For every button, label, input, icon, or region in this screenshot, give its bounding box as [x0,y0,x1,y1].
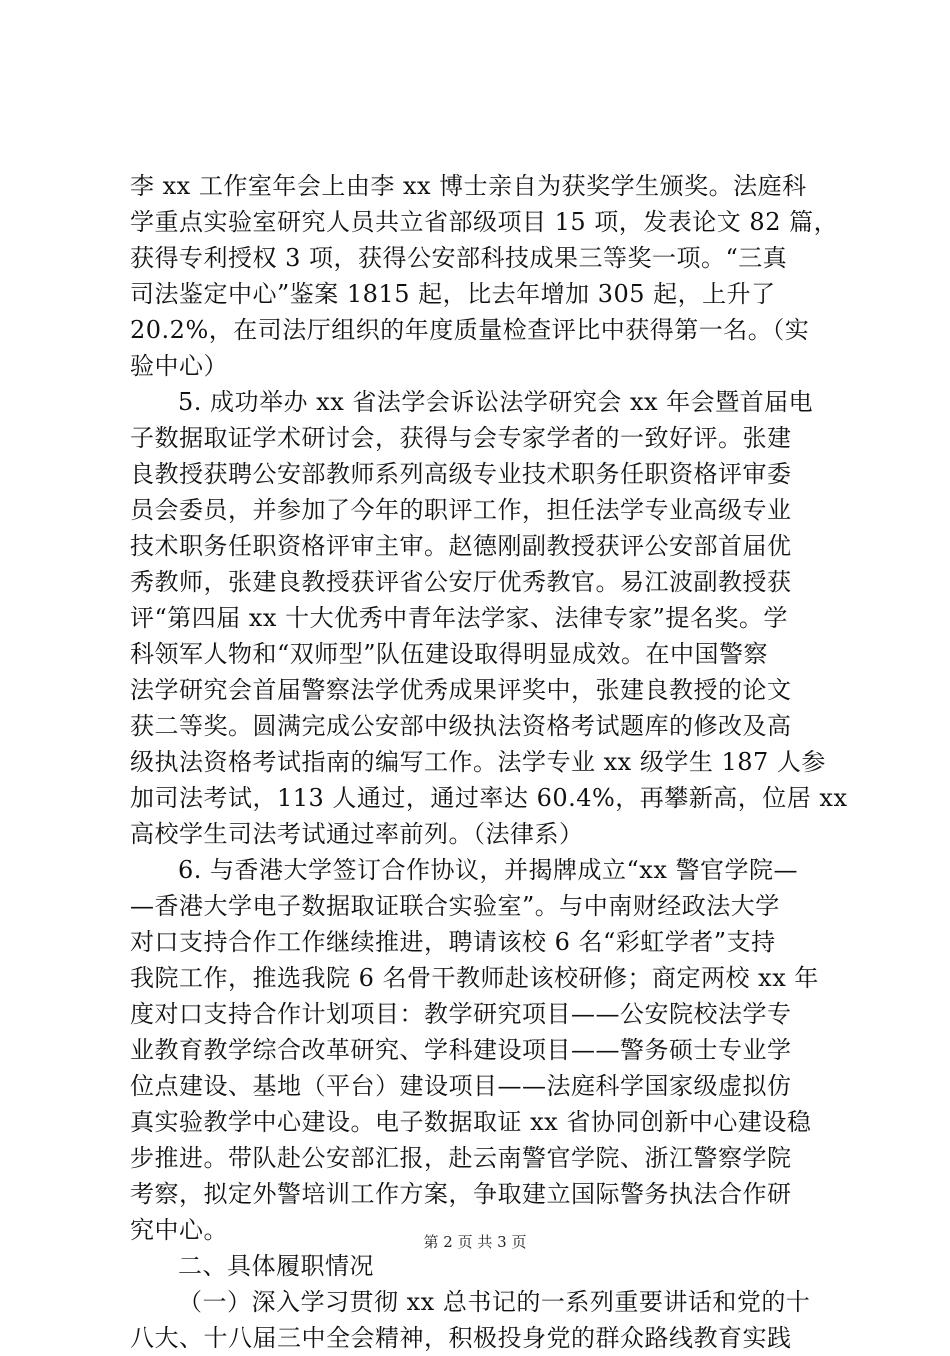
text-line: 业教育教学综合改革研究、学科建设项目——警务硕士专业学 [130,1036,792,1064]
text-line: 子数据取证学术研讨会，获得与会专家学者的一致好评。张建 [130,424,792,452]
text-line: 加司法考试，113 人通过，通过率达 60.4%，再攀新高，位居 xx [130,784,848,812]
page-number-footer: 第 2 页 共 3 页 [423,1233,527,1251]
text-line: 司法鉴定中心”鉴案 1815 起，比去年增加 305 起，上升了 [130,280,776,308]
text-line: 真实验教学中心建设。电子数据取证 xx 省协同创新中心建设稳 [130,1108,812,1136]
paragraph-5-start: 5. 成功举办 xx 省法学会诉讼法学研究会 xx 年会暨首届电 [178,388,814,416]
text-line: 度对口支持合作计划项目：教学研究项目——公安院校法学专 [130,1000,792,1028]
text-line: 位点建设、基地（平台）建设项目——法庭科学国家级虚拟仿 [130,1072,792,1100]
section-heading: 二、具体履职情况 [178,1252,374,1280]
text-line: 科领军人物和“双师型”队伍建设取得明显成效。在中国警察 [130,640,769,668]
text-line: —香港大学电子数据取证联合实验室”。与中南财经政法大学 [130,892,780,920]
paragraph-6-start: 6. 与香港大学签订合作协议，并揭牌成立“xx 警官学院— [178,856,798,884]
text-line: 对口支持合作工作继续推进，聘请该校 6 名“彩虹学者”支持 [130,928,776,956]
text-line: 验中心） [130,352,228,380]
text-line: 获得专利授权 3 项，获得公安部科技成果三等奖一项。“三真 [130,244,788,272]
text-line: 法学研究会首届警察法学优秀成果评奖中，张建良教授的论文 [130,676,792,704]
text-line: 20.2%，在司法厅组织的年度质量检查评比中获得第一名。（实 [130,316,810,344]
text-line: 考察，拟定外警培训工作方案，争取建立国际警务执法合作研 [130,1180,792,1208]
text-line: 员会委员，并参加了今年的职评工作，担任法学专业高级专业 [130,496,792,524]
subsection-start: （一）深入学习贯彻 xx 总书记的一系列重要讲话和党的十 [178,1288,811,1316]
text-line: 学重点实验室研究人员共立省部级项目 15 项，发表论文 82 篇， [130,208,839,236]
text-line: 良教授获聘公安部教师系列高级专业技术职务任职资格评审委 [130,460,792,488]
text-line: 我院工作，推选我院 6 名骨干教师赴该校研修；商定两校 xx 年 [130,964,819,992]
text-line: 究中心。 [130,1216,228,1244]
text-line: 八大、十八届三中全会精神，积极投身党的群众路线教育实践 [130,1324,792,1352]
text-line: 技术职务任职资格评审主审。赵德刚副教授获评公安部首届优 [130,532,792,560]
text-line: 获二等奖。圆满完成公安部中级执法资格考试题库的修改及高 [130,712,792,740]
document-body [130,168,848,1356]
text-line: 步推进。带队赴公安部汇报，赴云南警官学院、浙江警察学院 [130,1144,792,1172]
text-line: 评“第四届 xx 十大优秀中青年法学家、法律专家”提名奖。学 [130,604,788,632]
text-line: 级执法资格考试指南的编写工作。法学专业 xx 级学生 187 人参 [130,748,826,776]
text-line: 高校学生司法考试通过率前列。（法律系） [130,820,584,848]
text-line: 秀教师，张建良教授获评省公安厅优秀教官。易江波副教授获 [130,568,792,596]
text-line: 李 xx 工作室年会上由李 xx 博士亲自为获奖学生颁奖。法庭科 [130,172,807,200]
